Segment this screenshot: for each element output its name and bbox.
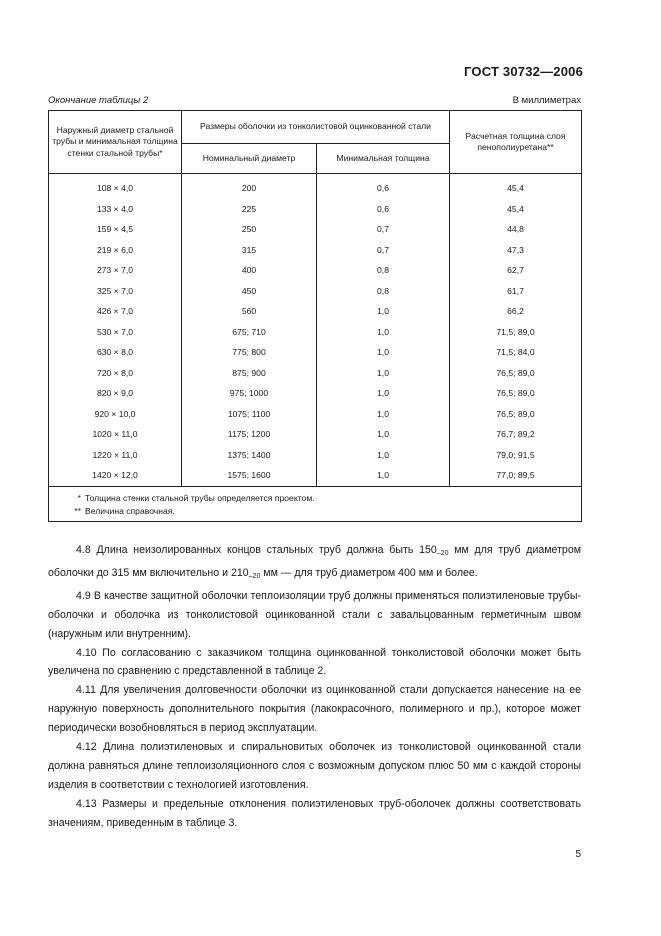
table-cell: 400 xyxy=(182,260,317,281)
table-cell: 225 xyxy=(182,199,317,220)
table-cell: 77,0; 89,5 xyxy=(450,465,582,486)
table-cell: 820 × 9,0 xyxy=(49,383,182,404)
table-cell: 76,5; 89,0 xyxy=(450,363,582,384)
table-units: В миллиметрах xyxy=(512,95,581,106)
table-cell: 0,8 xyxy=(317,260,450,281)
table-cell: 450 xyxy=(182,281,317,302)
table-cell: 108 × 4,0 xyxy=(49,174,182,199)
table-cell: 1175; 1200 xyxy=(182,424,317,445)
table-row xyxy=(49,174,582,199)
table-cell: 45,4 xyxy=(450,174,582,199)
table-cell: 875; 900 xyxy=(182,363,317,384)
table-cell: 0,7 xyxy=(317,240,450,261)
table-cell: 1,0 xyxy=(317,322,450,343)
table-cell: 61,7 xyxy=(450,281,582,302)
table-cell: 315 xyxy=(182,240,317,261)
table-cell: 1075; 1100 xyxy=(182,404,317,425)
table-caption: Окончание таблицы 2 xyxy=(48,95,149,106)
table-cell: 1375; 1400 xyxy=(182,445,317,466)
table-row xyxy=(49,404,582,425)
table-cell: 920 × 10,0 xyxy=(49,404,182,425)
footnote: * Толщина стенки стальной трубы определяется проектом. xyxy=(77,492,315,503)
table-row xyxy=(49,424,582,445)
table-cell: 71,5; 89,0 xyxy=(450,322,582,343)
page-number: 5 xyxy=(575,849,581,860)
paragraph-4-12: 4.12 Длина полиэтиленовых и спиральновитых оболочек из тонколистовой оцинкованной стали должна равняться длине теплоизоляционного слоя с возможным допуском плюс 50 мм с каждой стороны изделия в соответствии с технологией изготовления. xyxy=(48,741,581,791)
table-cell: 1,0 xyxy=(317,342,450,363)
table-cell: 76,5; 89,0 xyxy=(450,383,582,404)
table-cell: 1,0 xyxy=(317,424,450,445)
table-cell: 1420 × 12,0 xyxy=(49,465,182,486)
table-cell: 71,5; 84,0 xyxy=(450,342,582,363)
standard-code: ГОСТ 30732—2006 xyxy=(464,64,583,79)
table-cell: 219 × 6,0 xyxy=(49,240,182,261)
table-row xyxy=(49,445,582,466)
table-cell: 630 × 8,0 xyxy=(49,342,182,363)
header-min-thickness: Минимальная толщина xyxy=(317,144,450,174)
table-row xyxy=(49,240,582,261)
table-cell: 44,8 xyxy=(450,219,582,240)
table-row xyxy=(49,281,582,302)
header-shell-dimensions: Размеры оболочки из тонколистовой оцинкованной стали xyxy=(182,111,450,144)
table-cell: 1220 × 11,0 xyxy=(49,445,182,466)
table-cell: 47,3 xyxy=(450,240,582,261)
table-row xyxy=(49,301,582,322)
paragraph-4-11: 4.11 Для увеличения долговечности оболочки из оцинкованной стали допускается нанесение на ее наружную поверхность дополнительного покрытия (лакокрасочного, полимерного и пр.), которое может периодически возобновляться в период эксплуатации. xyxy=(48,684,581,735)
table-cell: 79,0; 91,5 xyxy=(450,445,582,466)
header-nominal-diameter: Номинальный диаметр xyxy=(182,144,317,174)
header-ppu-thickness: Расчетная толщина слоя пенополиуретана** xyxy=(450,111,582,174)
table-row xyxy=(49,383,582,404)
table-cell: 1,0 xyxy=(317,363,450,384)
table-cell: 159 × 4,5 xyxy=(49,219,182,240)
table-cell: 1,0 xyxy=(317,383,450,404)
paragraph-4-13: 4.13 Размеры и предельные отклонения полиэтиленовых труб-оболочек должны соответствовать значениям, приведенным в таблице 3. xyxy=(48,797,581,829)
table-cell: 76,7; 89,2 xyxy=(450,424,582,445)
table-cell: 720 × 8,0 xyxy=(49,363,182,384)
table-cell: 975; 1000 xyxy=(182,383,317,404)
table-cell: 0,6 xyxy=(317,199,450,220)
table-cell: 560 xyxy=(182,301,317,322)
table-cell: 325 × 7,0 xyxy=(49,281,182,302)
footnote: ** Величина справочная. xyxy=(74,505,175,516)
table-cell: 1,0 xyxy=(317,465,450,486)
paragraph-4-8: 4.8 Длина неизолированных концов стальных труб должна быть $150_{-20}$ мм для труб диаметром оболочки до 315 мм включительно и $210_{-20}$ мм — для труб диаметром 400 мм и более. xyxy=(48,544,581,580)
table-cell: 76,5; 89,0 xyxy=(450,404,582,425)
table-cell: 66,2 xyxy=(450,301,582,322)
table-cell: 133 × 4,0 xyxy=(49,199,182,220)
table-cell: 530 × 7,0 xyxy=(49,322,182,343)
table-cell: 0,6 xyxy=(317,174,450,199)
table-cell: 45,4 xyxy=(450,199,582,220)
table-row xyxy=(49,322,582,343)
table-row xyxy=(49,465,582,486)
paragraph-4-10: 4.10 По согласованию с заказчиком толщина оцинкованной тонколистовой оболочки может быть увеличена по сравнению с представленной в таблице 2. xyxy=(48,646,581,678)
table-cell: 1,0 xyxy=(317,404,450,425)
table-cell: 62,7 xyxy=(450,260,582,281)
table-2 xyxy=(48,110,582,522)
table-row xyxy=(49,199,582,220)
table-cell: 675; 710 xyxy=(182,322,317,343)
paragraph-4-9: 4.9 В качестве защитной оболочки теплоизоляции труб должны применяться полиэтиленовые трубы-оболочки и оболочка из тонколистовой оцинкованной стали с завальцованным герметичным швом (наружным или внутренним). xyxy=(48,589,581,640)
table-row xyxy=(49,342,582,363)
body-text xyxy=(48,541,581,833)
table-row xyxy=(49,363,582,384)
table-cell: 0,8 xyxy=(317,281,450,302)
table-row xyxy=(49,219,582,240)
table-cell: 273 × 7,0 xyxy=(49,260,182,281)
table-cell: 426 × 7,0 xyxy=(49,301,182,322)
table-cell: 775; 800 xyxy=(182,342,317,363)
table-cell: 1,0 xyxy=(317,301,450,322)
table-row xyxy=(49,260,582,281)
table-cell: 1,0 xyxy=(317,445,450,466)
table-cell: 1575; 1600 xyxy=(182,465,317,486)
table-cell: 250 xyxy=(182,219,317,240)
table-cell: 1020 × 11,0 xyxy=(49,424,182,445)
table-cell: 0,7 xyxy=(317,219,450,240)
header-outer-diameter: Наружный диаметр стальной трубы и минимальная толщина стенки стальной трубы* xyxy=(49,111,182,174)
table-cell: 200 xyxy=(182,174,317,199)
table-footnotes xyxy=(49,486,582,521)
